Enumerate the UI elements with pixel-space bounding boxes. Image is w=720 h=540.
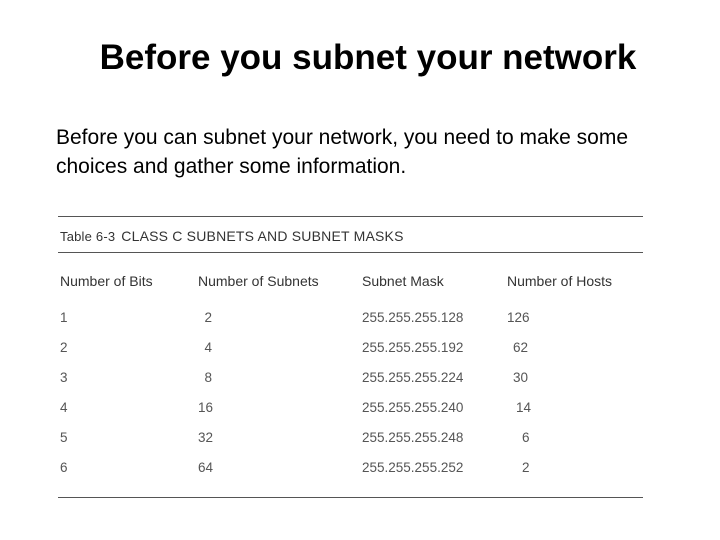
- table-top-rule: [58, 216, 643, 217]
- slide-title: Before you subnet your network: [99, 38, 637, 77]
- header-number-of-hosts: Number of Hosts: [507, 273, 613, 289]
- table-name: CLASS C SUBNETS AND SUBNET MASKS: [121, 228, 404, 244]
- cell-hosts: 14: [516, 400, 532, 415]
- cell-mask: 255.255.255.248: [362, 430, 464, 445]
- cell-subnets: 16: [198, 400, 214, 415]
- table-label: Table 6-3: [60, 229, 116, 244]
- header-number-of-subnets: Number of Subnets: [198, 273, 319, 289]
- cell-subnets: 2: [204, 310, 212, 325]
- cell-mask: 255.255.255.128: [362, 310, 464, 325]
- table-caption-rule: [58, 252, 643, 253]
- cell-bits: 6: [60, 460, 68, 475]
- cell-hosts: 6: [522, 430, 530, 445]
- cell-subnets: 8: [204, 370, 212, 385]
- cell-subnets: 4: [204, 340, 212, 355]
- cell-bits: 5: [60, 430, 68, 445]
- table-caption: [60, 228, 404, 244]
- table-bottom-rule: [58, 497, 643, 498]
- header-subnet-mask: Subnet Mask: [362, 273, 444, 289]
- cell-bits: 3: [60, 370, 68, 385]
- header-number-of-bits: Number of Bits: [60, 273, 153, 289]
- cell-hosts: 30: [513, 370, 529, 385]
- cell-hosts: 62: [513, 340, 529, 355]
- slide-body-text: Before you can subnet your network, you need to make some choices and gather some information.: [56, 126, 628, 178]
- cell-bits: 2: [60, 340, 68, 355]
- subnet-table: [58, 212, 643, 502]
- cell-mask: 255.255.255.192: [362, 340, 464, 355]
- cell-mask: 255.255.255.252: [362, 460, 464, 475]
- cell-hosts: 2: [522, 460, 530, 475]
- cell-mask: 255.255.255.224: [362, 370, 464, 385]
- cell-mask: 255.255.255.240: [362, 400, 464, 415]
- cell-subnets: 64: [198, 460, 214, 475]
- cell-bits: 4: [60, 400, 68, 415]
- cell-bits: 1: [60, 310, 68, 325]
- cell-subnets: 32: [198, 430, 214, 445]
- cell-hosts: 126: [507, 310, 530, 325]
